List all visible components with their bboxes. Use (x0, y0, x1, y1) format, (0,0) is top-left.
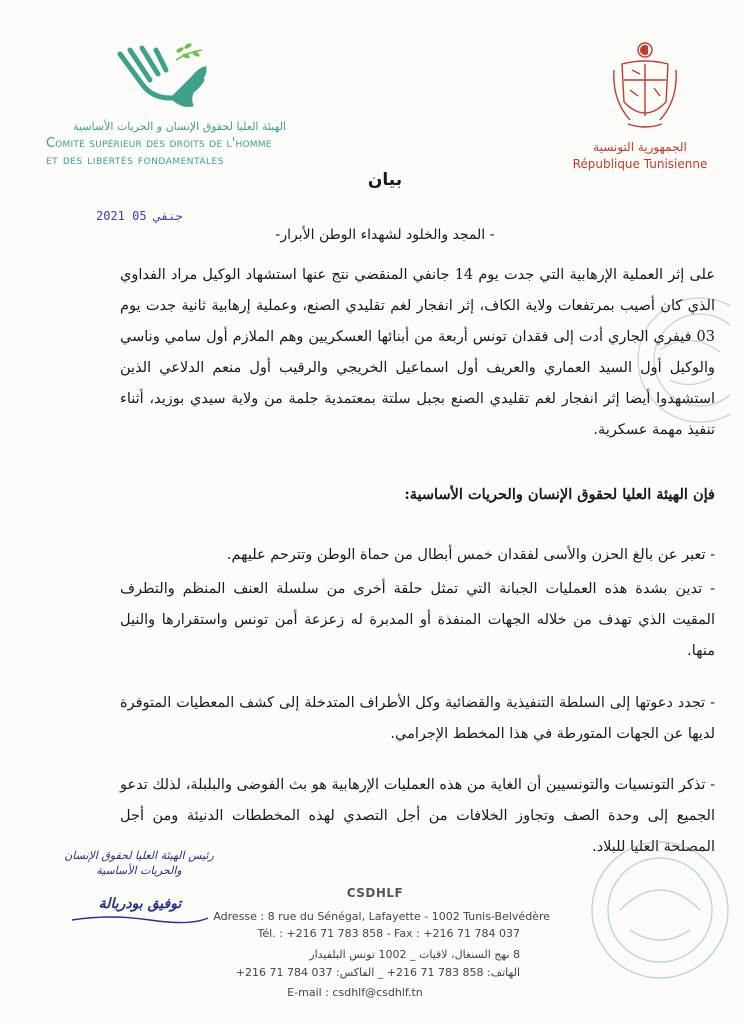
footer-address-ar: 8 نهج السنغال، لافيات _ 1002 تونس البلفيدار (309, 948, 520, 961)
logo-arabic-name: الهيئة العليا لحقوق الإنسان و الحريات الأساسية (73, 120, 286, 133)
statement-item: - تعبر عن بالغ الحزن والأسى لفقدان خمس أبطال من حماة الوطن وتترحم عليهم. (226, 547, 715, 563)
document-subtitle: - المجد والخلود لشهداء الوطن الأبرار- (275, 227, 495, 243)
statement-item: - تذكر التونسيات والتونسيين أن الغاية من هذه العمليات الإرهابية هو بث الفوضى والبلبلة، لذلك تدعو الجميع إلى وحدة الصف وتجاوز الخلافات من أجل التصدي لهذه المخططات الدنيئة ومن أجل المصلحة العليا للبلاد. (120, 777, 715, 855)
republic-arabic: الجمهورية التونسية (593, 140, 687, 154)
tunisia-emblem (610, 40, 680, 132)
footer-phone-fr: Tél. : +216 71 783 858 - Fax : +216 71 784 037 (257, 927, 520, 940)
signature-title (64, 848, 214, 894)
footer-email: E-mail : csdhlf@csdhlf.tn (287, 986, 423, 999)
signature-line1: رئيس الهيئة العليا لحقوق الإنسان (64, 849, 214, 862)
official-stamp-icon (560, 830, 730, 980)
statement-item: - تدين بشدة هذه العمليات الجبانة التي تمثل حلقة أخرى من سلسلة العنف المنظم والتطرف المقيت الذي تهدف من خلاله الجهات المنفذة أو المدبرة له زعزعة أمن تونس واستقرارها والنيل منها. (120, 581, 715, 659)
footer-phone-ar: الهاتف: 858 783 71 216+ _ الفاكس: 037 784 71 216+ (235, 966, 520, 979)
document-title: بيان (367, 170, 403, 190)
intro-paragraph: على إثر العملية الإرهابية التي جدت يوم 14 جانفي المنقضي نتج عنها استشهاد الوكيل مراد الفداوي الذي كان أصيب بمرتفعات ولاية الكاف، إثر انفجار لغم تقليدي الصنع، وعملية إرهابية ثانية جدت يوم 03 فيفري الجاري أدت إلى فقدان تونس أربعة من أبنائها العسكريين وهم الملازم أول سامي وناسي والوكيل أول السيد العماري والعريف أول اسماعيل الخريجي والرقيب أول منعم الدلاعي الذين استشهدوا أيضا إثر انفجار لغم تقليدي الصنع بجبل سلتة بمعتمدية جلمة من ولاية سيدي بوزيد، أثناء تنفيذ مهمة عسكرية. (120, 267, 715, 438)
logo-french-name-line1: Comité supérieur des droits de l'homme (46, 136, 272, 151)
dove-logo (112, 40, 212, 112)
date-stamp: 2021 جنفي 05 (96, 209, 183, 223)
committee-statement-heading: فإن الهيئة العليا لحقوق الإنسان والحريات الأساسية: (404, 486, 715, 503)
statement-item: - تجدد دعوتها إلى السلطة التنفيذية والقضائية وكل الأطراف المتدخلة إلى كشف المعطيات المتوفرة لديها عن الجهات المتورطة في هذا المخطط الإجرامي. (120, 695, 715, 742)
signature-underline-icon (70, 912, 210, 926)
signature-name: توفيق بودربالة (98, 896, 182, 912)
signature-line2: والحريات الأساسية (96, 864, 182, 877)
footer-org-acronym: CSDHLF (346, 886, 404, 900)
republic-french: République Tunisienne (572, 157, 708, 171)
logo-french-name-line2: et des libertés fondamentales (46, 153, 224, 168)
footer-address-fr: Adresse : 8 rue du Sénégal, Lafayette - 1002 Tunis-Belvédère (213, 910, 550, 923)
